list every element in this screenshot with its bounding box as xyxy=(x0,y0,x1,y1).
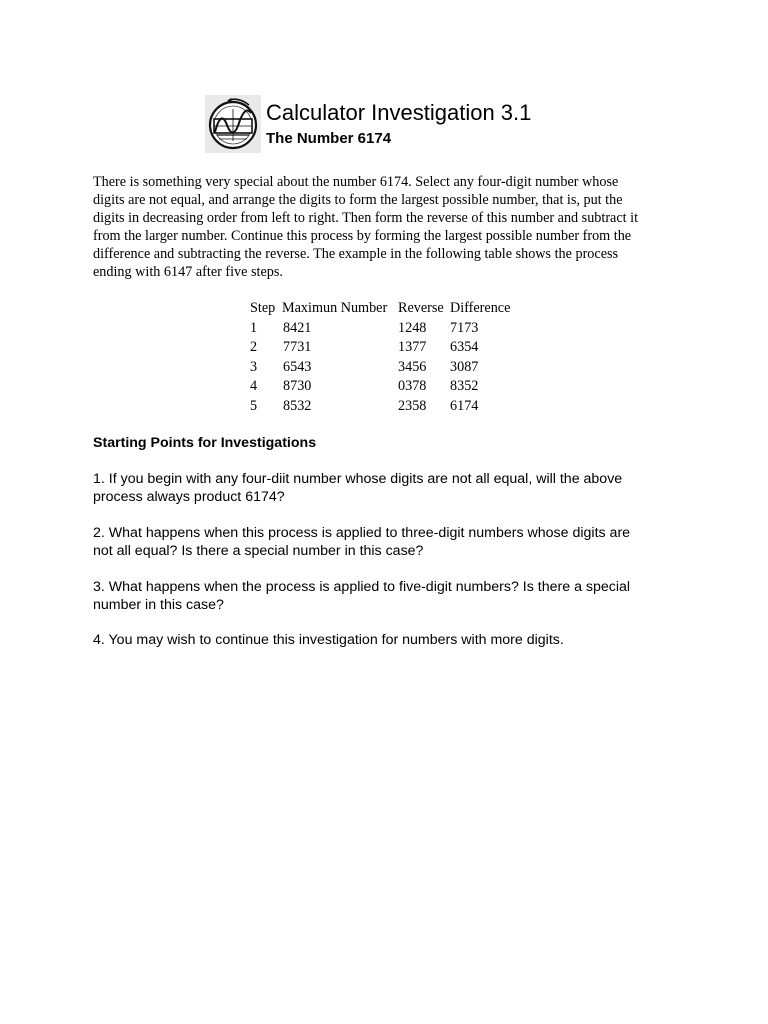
table-cell: 8532 xyxy=(283,397,312,414)
intro-line: digits are not equal, and arrange the digits to form the largest possible number, that is, put the xyxy=(93,191,623,208)
question-item xyxy=(93,471,693,507)
table-cell: 2 xyxy=(250,339,258,356)
intro-line: from the larger number. Continue this process by forming the largest possible number from the xyxy=(93,227,632,244)
table-cell: 1377 xyxy=(398,339,427,356)
table-cell: 1248 xyxy=(398,319,427,336)
table-cell: 8352 xyxy=(450,378,479,395)
table-header-cell: Difference xyxy=(450,300,511,316)
table-cell: 1 xyxy=(250,319,258,336)
calculator-graph-logo-icon xyxy=(205,95,261,153)
intro-line: digits in decreasing order from left to right. Then form the reverse of this number and subtract it xyxy=(93,209,639,226)
table-cell: 5 xyxy=(250,397,258,414)
table-cell: 2358 xyxy=(398,397,427,414)
table-cell: 6174 xyxy=(450,397,479,414)
question-line: not all equal? Is there a special number in this case? xyxy=(93,542,424,559)
question-line: 3. What happens when the process is applied to five-digit numbers? Is there a special xyxy=(93,579,631,595)
table-cell: 6354 xyxy=(450,339,479,356)
table-header-cell: Maximun Number xyxy=(282,300,388,316)
section-heading: Starting Points for Investigations xyxy=(93,435,317,451)
question-item xyxy=(93,632,693,650)
table-cell: 7173 xyxy=(450,319,479,336)
question-line: 1. If you begin with any four-diit number whose digits are not all equal, will the above xyxy=(93,471,623,487)
question-item xyxy=(93,579,693,615)
intro-line: difference and subtracting the reverse. The example in the following table shows the process xyxy=(93,245,619,262)
table-cell: 0378 xyxy=(398,378,427,395)
question-line: process always product 6174? xyxy=(93,488,285,505)
table-cell: 3087 xyxy=(450,358,479,375)
intro-line: There is something very special about the number 6174. Select any four-digit number whose xyxy=(93,174,619,190)
page-title: Calculator Investigation 3.1 xyxy=(266,100,532,125)
table-cell: 6543 xyxy=(283,358,312,375)
question-line: 4. You may wish to continue this investigation for numbers with more digits. xyxy=(93,632,564,648)
table-cell: 4 xyxy=(250,378,258,395)
question-line: 2. What happens when this process is applied to three-digit numbers whose digits are xyxy=(93,525,631,541)
intro-line: ending with 6147 after five steps. xyxy=(93,263,283,280)
table-header-cell: Reverse xyxy=(398,300,444,316)
table-cell: 8730 xyxy=(283,378,312,395)
intro-paragraph xyxy=(93,174,683,281)
table-cell: 7731 xyxy=(283,339,312,356)
page-subtitle: The Number 6174 xyxy=(266,130,392,147)
table-cell: 3456 xyxy=(398,358,427,375)
table-cell: 8421 xyxy=(283,319,312,336)
table-header-cell: Step xyxy=(250,300,276,316)
question-line: number in this case? xyxy=(93,596,224,613)
table-cell: 3 xyxy=(250,358,258,375)
question-item xyxy=(93,525,693,561)
